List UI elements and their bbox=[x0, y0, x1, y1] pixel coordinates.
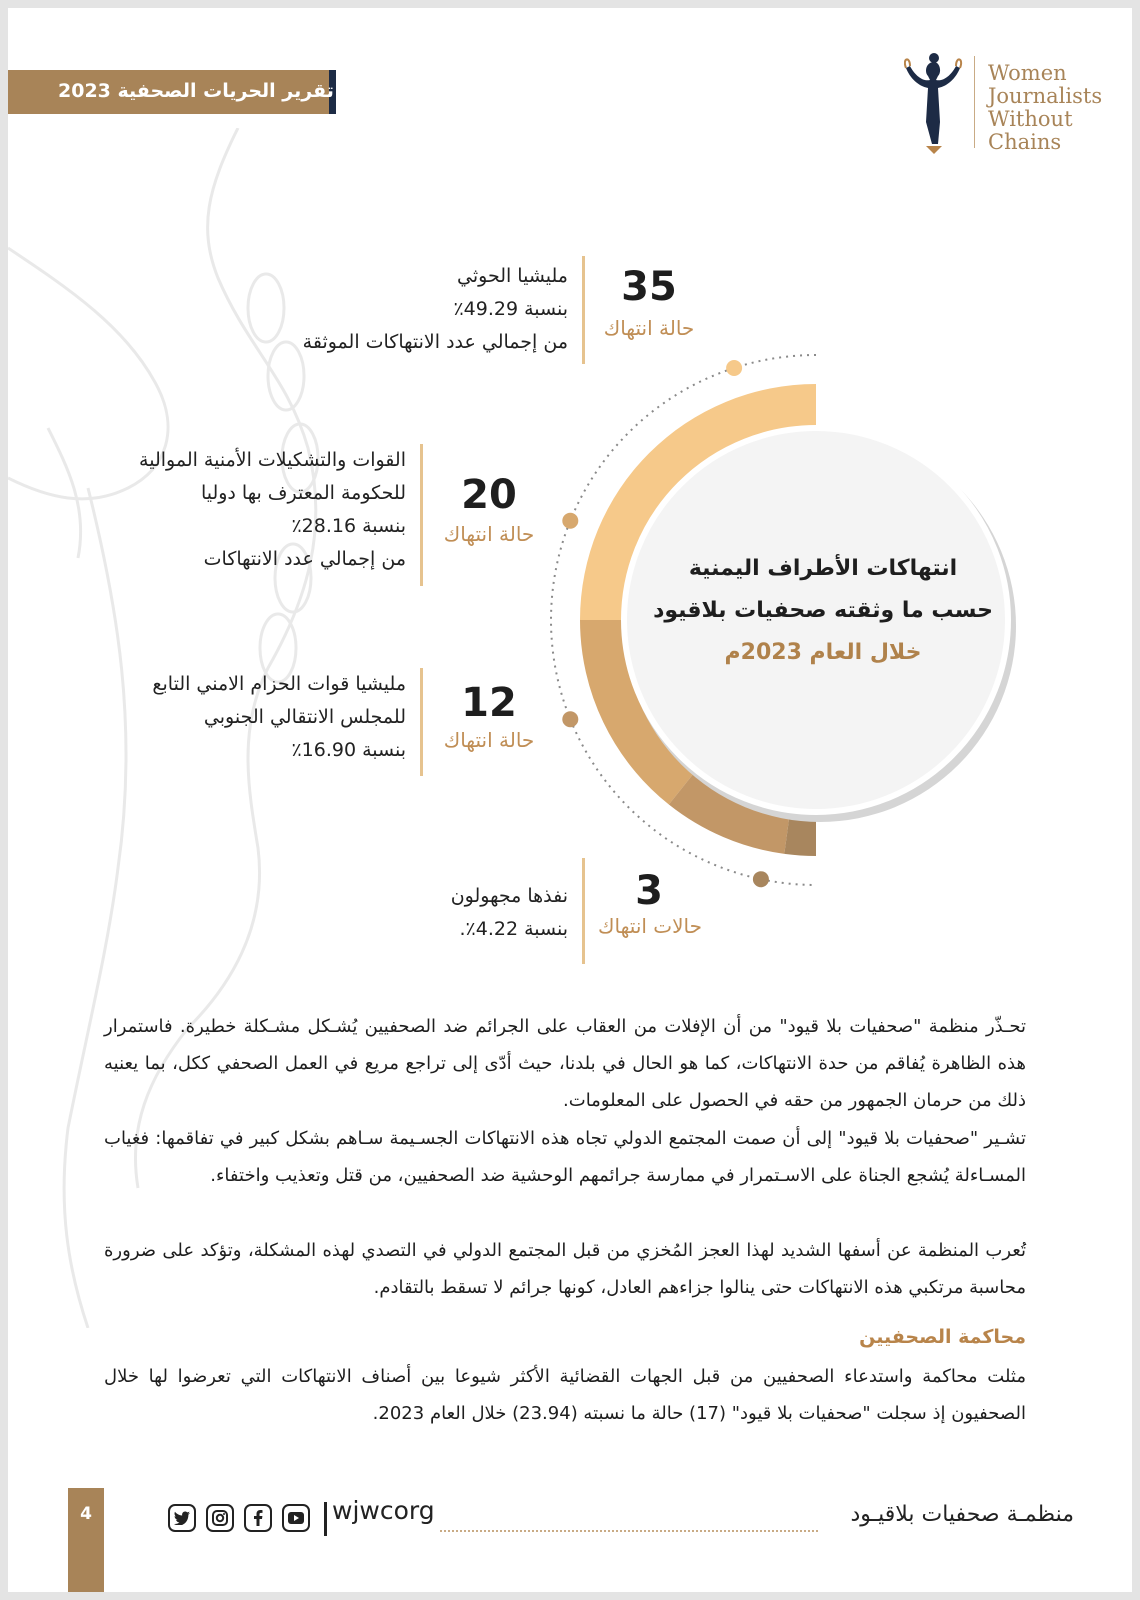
logo-line-4: Chains bbox=[988, 130, 1062, 154]
item-2-cases-label: حالة انتهاك bbox=[443, 522, 535, 546]
page-number: 4 bbox=[80, 1504, 92, 1524]
body-paragraph-3: تُعرب المنظمة عن أسفها الشديد لهذا العجز المُخزي من قبل المجتمع الدولي في التصدي لهذه المشكلة، وتؤكد على ضرورة محاسبة مرتكبي هذه الانتهاكات حتى ينالوا جزاءهم العادل، كونها جرائم لا تسقط بالتقادم. bbox=[104, 1240, 1026, 1298]
item-2-line-4: من إجمالي عدد الانتهاكات bbox=[203, 548, 406, 570]
logo-line-3: Without bbox=[988, 107, 1073, 131]
social-handle[interactable]: wjwcorg bbox=[332, 1496, 435, 1525]
marker-dot-1 bbox=[726, 360, 742, 376]
section-heading-journalist-trials: محاكمة الصحفيين bbox=[859, 1326, 1026, 1348]
item-3-line-2: للمجلس الانتقالي الجنوبي bbox=[203, 706, 406, 728]
report-page bbox=[8, 8, 1132, 1592]
item-2-divider bbox=[420, 444, 423, 586]
chart-title-year: خلال العام 2023م bbox=[724, 640, 922, 665]
instagram-icon[interactable] bbox=[206, 1504, 234, 1532]
chart-center-title bbox=[628, 548, 1018, 674]
footer-separator bbox=[324, 1502, 327, 1536]
item-2-description bbox=[139, 444, 406, 576]
item-3-cases-label: حالة انتهاك bbox=[443, 728, 535, 752]
youtube-icon[interactable] bbox=[282, 1504, 310, 1532]
twitter-icon[interactable] bbox=[168, 1504, 196, 1532]
facebook-icon[interactable] bbox=[244, 1504, 272, 1532]
marker-dot-2 bbox=[562, 513, 578, 529]
page-number-tab bbox=[68, 1488, 104, 1592]
item-4-description bbox=[451, 880, 568, 946]
item-4-number: 3 bbox=[635, 868, 663, 914]
item-1-number: 35 bbox=[621, 264, 677, 310]
body-paragraph-trials: مثلت محاكمة واستدعاء الصحفيين من قبل الجهات القضائية الأكثر شيوعا بين أصناف الانتهاكات التي تعرضوا لها خلال الصحفيون إذ سجلت "صحفيات بلا قيود" (17) حالة ما نسبته (23.94) خلال العام 2023. bbox=[104, 1366, 1026, 1424]
logo-line-1: Women bbox=[988, 61, 1067, 85]
item-1-divider bbox=[582, 256, 585, 364]
item-4-cases-label: حالات انتهاك bbox=[597, 914, 702, 938]
chart-title-line-2: حسب ما وثقته صحفيات بلاقيود bbox=[653, 598, 993, 623]
item-1-cases-label: حالة انتهاك bbox=[603, 316, 695, 340]
item-3-number: 12 bbox=[461, 680, 517, 726]
marker-dot-3 bbox=[562, 711, 578, 727]
item-1-description bbox=[303, 260, 568, 359]
body-paragraph-1: تحـذّر منظمة "صحفيات بلا قيود" من أن الإفلات من العقاب على الجرائم ضد الصحفيين يُشـكل مشـكلة خطيرة. فاستمرار هذه الظاهرة يُفاقم من حدة الانتهاكات، كما هو الحال في بلدنا، حيث أدّى إلى تراجع مريع في العمل الصحفي ككل، بما يعنيه ذلك من حرمان الجمهور من حقه في الحصول على المعلومات. bbox=[104, 1016, 1026, 1111]
footer-organization-name: منظمـة صحفيات بلاقيـود bbox=[850, 1502, 1074, 1527]
item-4-line-2: بنسبة 4.22٪. bbox=[459, 918, 568, 940]
item-4-divider bbox=[582, 858, 585, 964]
item-4-line-1: نفذها مجهولون bbox=[450, 885, 568, 907]
item-1-line-2: بنسبة 49.29٪ bbox=[453, 298, 568, 320]
item-1-line-3: من إجمالي عدد الانتهاكات الموثقة bbox=[302, 331, 568, 353]
item-2-line-3: بنسبة 28.16٪ bbox=[291, 515, 406, 537]
item-3-description bbox=[152, 668, 406, 767]
item-3-divider bbox=[420, 668, 423, 776]
report-header-title: تقرير الحريات الصحفية 2023 bbox=[58, 80, 334, 102]
marker-dot-4 bbox=[753, 871, 769, 887]
item-3-line-1: مليشيا قوات الحزام الامني التابع bbox=[152, 673, 406, 695]
item-3-line-3: بنسبة 16.90٪ bbox=[291, 739, 406, 761]
chart-title-line-1: انتهاكات الأطراف اليمنية bbox=[688, 556, 958, 581]
item-2-number: 20 bbox=[461, 472, 517, 518]
footer-dotted-line bbox=[440, 1530, 818, 1532]
item-1-line-1: مليشيا الحوثي bbox=[457, 265, 568, 287]
item-2-line-2: للحكومة المعترف بها دوليا bbox=[200, 482, 406, 504]
item-2-line-1: القوات والتشكيلات الأمنية الموالية bbox=[139, 449, 406, 471]
body-paragraph-2: تشـير "صحفيات بلا قيود" إلى أن صمت المجتمع الدولي تجاه هذه الانتهاكات الجسـيمة سـاهم بشكل كبير في تفاقمها: فغياب المسـاءلة يُشجع الجناة على الاسـتمرار في ممارسة جرائمهم الوحشية ضد الصحفيين، من قتل وتعذيب واختفاء. bbox=[104, 1128, 1026, 1186]
logo-line-2: Journalists bbox=[988, 84, 1103, 108]
